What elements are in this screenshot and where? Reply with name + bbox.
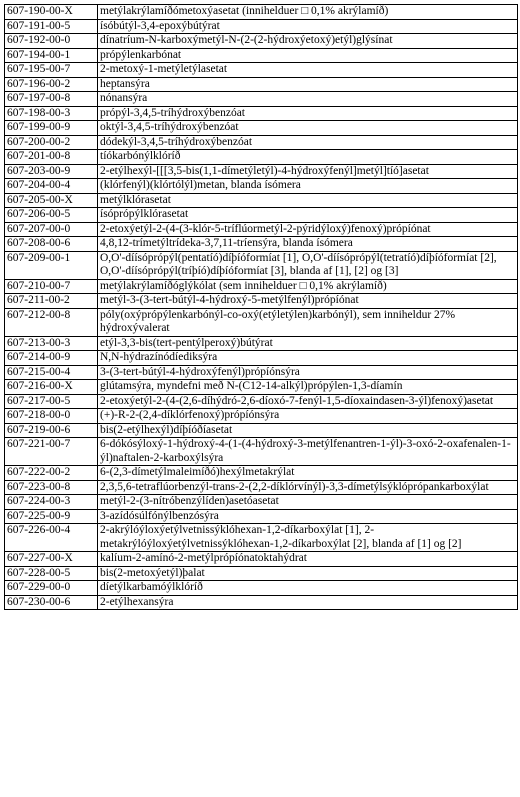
index-number-cell: 607-217-00-5 bbox=[5, 394, 98, 409]
index-number-cell: 607-196-00-2 bbox=[5, 77, 98, 92]
table-row bbox=[5, 438, 518, 466]
substance-name-cell: própýl-3,4,5-tríhýdroxýbenzóat bbox=[98, 106, 518, 121]
table-row bbox=[5, 251, 518, 279]
index-number-cell: 607-206-00-5 bbox=[5, 208, 98, 223]
substance-name-cell: 2-akrýlóýloxýetýlvetnissýklóhexan-1,2-díkarboxýlat [1], 2-metakrýlóýloxýetýlvetnissýklóhexan-1,2-díkarboxýlat [2], blanda af [1] og [2] bbox=[98, 524, 518, 552]
table-row bbox=[5, 77, 518, 92]
substance-name-cell: (+)-R-2-(2,4-díklórfenoxý)própíónsýra bbox=[98, 409, 518, 424]
table-row bbox=[5, 394, 518, 409]
substance-name-cell: dínatríum-N-karboxýmetýl-N-(2-(2-hýdroxýetoxý)etýl)glýsínat bbox=[98, 34, 518, 49]
substance-name-cell: 2-etýlhexansýra bbox=[98, 595, 518, 610]
substance-name-cell: própýlenkarbónat bbox=[98, 48, 518, 63]
index-number-cell: 607-210-00-7 bbox=[5, 279, 98, 294]
index-number-cell: 607-205-00-X bbox=[5, 193, 98, 208]
substance-name-cell: heptansýra bbox=[98, 77, 518, 92]
table-row bbox=[5, 423, 518, 438]
substance-name-cell: 4,8,12-trímetýltrídeka-3,7,11-tríensýra, blanda ísómera bbox=[98, 237, 518, 252]
substance-name-cell: dódekýl-3,4,5-tríhýdroxýbenzóat bbox=[98, 135, 518, 150]
substance-name-cell: metýl-2-(3-nítróbenzýlíden)asetóasetat bbox=[98, 495, 518, 510]
substance-name-cell: díetýlkarbamóýlklóríð bbox=[98, 581, 518, 596]
table-row bbox=[5, 193, 518, 208]
index-number-cell: 607-190-00-X bbox=[5, 5, 98, 20]
index-number-cell: 607-212-00-8 bbox=[5, 308, 98, 336]
table-row bbox=[5, 552, 518, 567]
table-row bbox=[5, 595, 518, 610]
substance-name-cell: metýlklórasetat bbox=[98, 193, 518, 208]
table-row bbox=[5, 495, 518, 510]
substance-name-cell: metýlakrýlamíðómetoxýasetat (innihelduer □ 0,1% akrýlamíð) bbox=[98, 5, 518, 20]
substance-name-cell: ísóprópýlklórasetat bbox=[98, 208, 518, 223]
table-row bbox=[5, 237, 518, 252]
index-number-cell: 607-195-00-7 bbox=[5, 63, 98, 78]
index-number-cell: 607-214-00-9 bbox=[5, 351, 98, 366]
index-number-cell: 607-225-00-9 bbox=[5, 509, 98, 524]
substance-name-cell: glútamsýra, myndefni með N-(C12-14-alkýl)própýlen-1,3-díamín bbox=[98, 380, 518, 395]
substance-name-cell: kalíum-2-amínó-2-metýlprópíónatoktahýdrat bbox=[98, 552, 518, 567]
substance-name-cell: 2,3,5,6-tetraflúorbenzýl-trans-2-(2,2-díklórvínýl)-3,3-dímetýlsýklóprópankarboxýlat bbox=[98, 480, 518, 495]
index-number-cell: 607-207-00-0 bbox=[5, 222, 98, 237]
table-row bbox=[5, 92, 518, 107]
index-number-cell: 607-227-00-X bbox=[5, 552, 98, 567]
table-row bbox=[5, 365, 518, 380]
index-number-cell: 607-208-00-6 bbox=[5, 237, 98, 252]
table-row bbox=[5, 581, 518, 596]
table-row bbox=[5, 308, 518, 336]
index-number-cell: 607-216-00-X bbox=[5, 380, 98, 395]
index-number-cell: 607-230-00-6 bbox=[5, 595, 98, 610]
index-number-cell: 607-222-00-2 bbox=[5, 466, 98, 481]
substance-table-body bbox=[5, 5, 518, 610]
table-row bbox=[5, 164, 518, 179]
substance-name-cell: 2-etýlhexýl-[[[3,5-bis(1,1-dímetýletýl)-4-hýdroxýfenýl]metýl]tíó]asetat bbox=[98, 164, 518, 179]
substance-name-cell: etýl-3,3-bis(tert-pentýlperoxý)bútýrat bbox=[98, 336, 518, 351]
index-number-cell: 607-201-00-8 bbox=[5, 150, 98, 165]
substance-name-cell: N,N-hýdrazínódíediksýra bbox=[98, 351, 518, 366]
substance-name-cell: 6-(2,3-dímetýlmaleimíðó)hexýlmetakrýlat bbox=[98, 466, 518, 481]
index-number-cell: 607-198-00-3 bbox=[5, 106, 98, 121]
substance-name-cell: 2-etoxýetýl-2-(4-(3-klór-5-tríflúormetýl-2-pýridýloxý)fenoxý)própíónat bbox=[98, 222, 518, 237]
table-row bbox=[5, 524, 518, 552]
table-row bbox=[5, 351, 518, 366]
table-row bbox=[5, 336, 518, 351]
substance-name-cell: bis(2-etýlhexýl)díþíóðíasetat bbox=[98, 423, 518, 438]
table-row bbox=[5, 106, 518, 121]
table-row bbox=[5, 566, 518, 581]
substance-name-cell: 6-dókósýloxý-1-hýdroxý-4-(1-(4-hýdroxý-3-metýlfenantren-1-ýl)-3-oxó-2-oxafenalen-1-ýl)naftalen-2-karboxýlsýra bbox=[98, 438, 518, 466]
index-number-cell: 607-199-00-9 bbox=[5, 121, 98, 136]
table-row bbox=[5, 480, 518, 495]
index-number-cell: 607-200-00-2 bbox=[5, 135, 98, 150]
substance-name-cell: oktýl-3,4,5-tríhýdroxýbenzóat bbox=[98, 121, 518, 136]
table-row bbox=[5, 279, 518, 294]
substance-name-cell: metýl-3-(3-tert-bútýl-4-hýdroxý-5-metýlfenýl)própíónat bbox=[98, 294, 518, 309]
table-row bbox=[5, 121, 518, 136]
table-row bbox=[5, 208, 518, 223]
index-number-cell: 607-226-00-4 bbox=[5, 524, 98, 552]
substance-name-cell: 3-azídósúlfónýlbenzósýra bbox=[98, 509, 518, 524]
table-row bbox=[5, 409, 518, 424]
table-row bbox=[5, 179, 518, 194]
index-number-cell: 607-197-00-8 bbox=[5, 92, 98, 107]
substance-name-cell: O,O'-díísóprópýl(pentatíó)díþíóformíat [1], O,O'-díísóprópýl(tetratíó)díþíóformíat [2], O,O'-díísóprópýl(tríþíó)díþíóformíat [3], blanda af [1], [2] og [3] bbox=[98, 251, 518, 279]
substance-name-cell: metýlakrýlamíðóglýkólat (sem innihelduer □ 0,1% akrýlamíð) bbox=[98, 279, 518, 294]
table-row bbox=[5, 34, 518, 49]
index-number-cell: 607-215-00-4 bbox=[5, 365, 98, 380]
index-number-cell: 607-219-00-6 bbox=[5, 423, 98, 438]
index-number-cell: 607-209-00-1 bbox=[5, 251, 98, 279]
table-row bbox=[5, 509, 518, 524]
substance-name-cell: nónansýra bbox=[98, 92, 518, 107]
table-row bbox=[5, 63, 518, 78]
index-number-cell: 607-213-00-3 bbox=[5, 336, 98, 351]
substance-name-cell: 2-metoxý-1-metýletýlasetat bbox=[98, 63, 518, 78]
index-number-cell: 607-204-00-4 bbox=[5, 179, 98, 194]
table-row bbox=[5, 48, 518, 63]
index-number-cell: 607-211-00-2 bbox=[5, 294, 98, 309]
table-row bbox=[5, 380, 518, 395]
table-row bbox=[5, 222, 518, 237]
index-number-cell: 607-228-00-5 bbox=[5, 566, 98, 581]
substance-name-cell: tíókarbónýlklóríð bbox=[98, 150, 518, 165]
index-number-cell: 607-191-00-5 bbox=[5, 19, 98, 34]
substance-name-cell: bis(2-metoxýetýl)þalat bbox=[98, 566, 518, 581]
table-row bbox=[5, 19, 518, 34]
index-number-cell: 607-203-00-9 bbox=[5, 164, 98, 179]
table-row bbox=[5, 5, 518, 20]
substance-name-cell: póly(oxýprópýlenkarbónýl-co-oxý(etýletýlen)karbónýl), sem inniheldur 27% hýdroxývalerat bbox=[98, 308, 518, 336]
table-row bbox=[5, 466, 518, 481]
substance-name-cell: ísóbútýl-3,4-epoxýbútýrat bbox=[98, 19, 518, 34]
table-row bbox=[5, 150, 518, 165]
index-number-cell: 607-221-00-7 bbox=[5, 438, 98, 466]
table-row bbox=[5, 135, 518, 150]
index-number-cell: 607-224-00-3 bbox=[5, 495, 98, 510]
index-number-cell: 607-229-00-0 bbox=[5, 581, 98, 596]
index-number-cell: 607-218-00-0 bbox=[5, 409, 98, 424]
table-row bbox=[5, 294, 518, 309]
substance-name-cell: (klórfenýl)(klórtólýl)metan, blanda ísómera bbox=[98, 179, 518, 194]
index-number-cell: 607-194-00-1 bbox=[5, 48, 98, 63]
substance-table bbox=[4, 4, 518, 610]
substance-name-cell: 2-etoxýetýl-2-(4-(2,6-díhýdró-2,6-díoxó-7-fenýl-1,5-díoxaindasen-3-ýl)fenoxý)asetat bbox=[98, 394, 518, 409]
index-number-cell: 607-192-00-0 bbox=[5, 34, 98, 49]
substance-name-cell: 3-(3-tert-bútýl-4-hýdroxýfenýl)própíónsýra bbox=[98, 365, 518, 380]
index-number-cell: 607-223-00-8 bbox=[5, 480, 98, 495]
